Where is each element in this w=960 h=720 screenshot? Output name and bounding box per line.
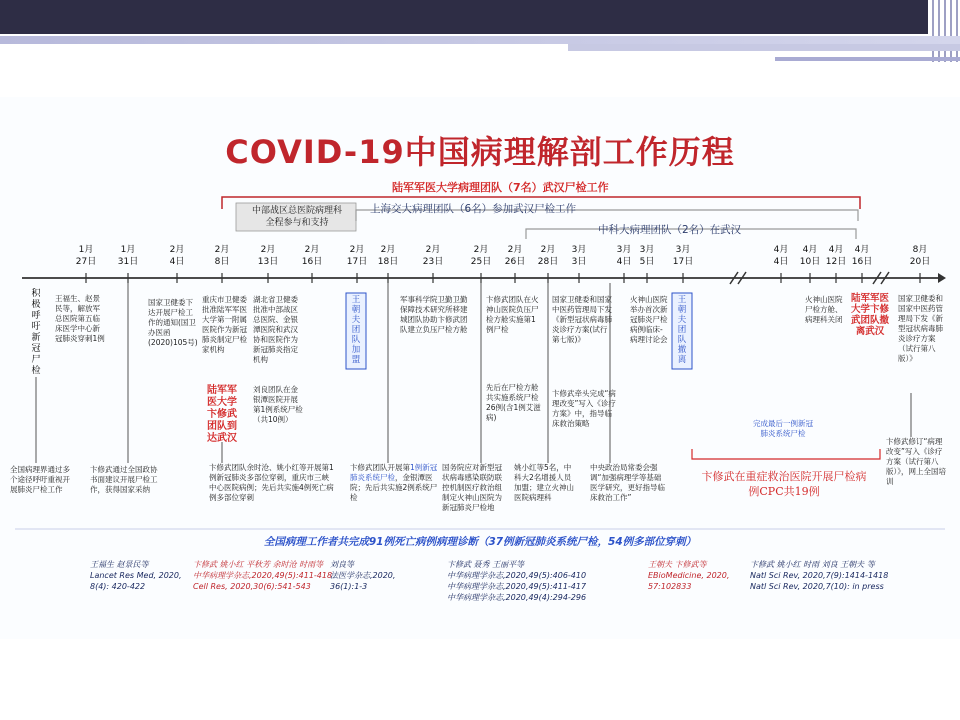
event-negative-pressure-cabin: 军事科学院卫勤卫勤保障技术研究所移建城团队协助卞修武团队建立负压尸检方舱: [400, 295, 468, 334]
timeline-date-day: 4日: [773, 257, 789, 267]
reference-authors: 王朝夫 卞修武等: [648, 560, 707, 569]
timeline-date-day: 16日: [851, 257, 873, 267]
reference-citation: Natl Sci Rev, 2020,7(10): in press: [750, 582, 884, 591]
timeline-date-day: 31日: [117, 257, 139, 267]
timeline-date-month: 2月: [425, 245, 441, 255]
event-liuliang-autopsy: 刘良团队在金银潭医院开展第1例系统尸检（共10例）: [253, 385, 303, 424]
reference-citation: 中华病理学杂志,2020,49(5):406-410: [447, 571, 587, 580]
timeline-date: [665, 244, 701, 268]
reference-authors: 卞修武 姚小红 时雨 刘良 王朝夫 等: [750, 560, 875, 569]
timeline-date-month: 8月: [912, 245, 928, 255]
timeline-date: [415, 244, 451, 268]
slide-corner-stripes: [928, 0, 960, 62]
event-cabin-26-cases: 先后在尸检方舱共实施系统尸检26例(含1例艾滋病): [486, 383, 541, 422]
reference-citation: 中华病理学杂志,2020,49(4):294-296: [447, 593, 587, 602]
timeline-date: [204, 244, 240, 268]
timeline-date-month: 4月: [773, 245, 789, 255]
event-first-cabin-autopsy: 卞修武团队在火神山医院负压尸检方舱实施第1例尸检: [486, 295, 539, 334]
timeline-date-day: 3日: [571, 257, 587, 267]
reference-item: [193, 559, 332, 592]
reference-item: [648, 559, 729, 592]
timeline-date: [110, 244, 146, 268]
timeline-date-month: 2月: [349, 245, 365, 255]
slide-accent-line: [775, 57, 960, 61]
event-wang-fusheng: 王福生、赵景民等，解放军总医院第五临床医学中心新冠肺炎穿刺1例: [55, 294, 105, 343]
event-guideline-v7: 国家卫健委和国家中医药管理局下发《新型冠状病毒肺炎诊疗方案(试行第七版)》: [552, 295, 612, 344]
event-state-council-designation: 国务院应对新型冠状病毒感染联防联控机制医疗救治组制定火神山医院为新冠肺炎尸检地: [442, 463, 502, 512]
timeline-date-day: 4日: [169, 257, 185, 267]
reference-citation: EBioMedicine, 2020,: [648, 571, 730, 580]
event-cppcc-proposal: 卞修武通过全国政协书面建议开展尸检工作，获得国家采纳: [90, 465, 158, 494]
timeline-arrow: [938, 273, 946, 283]
event-pathology-in-guideline: 卞修武牵头完成“病理改变”写入《诊疗方案》中，指导临床救治策略: [552, 389, 616, 428]
timeline-date-day: 23日: [422, 257, 444, 267]
reference-citation: 57:102833: [648, 582, 692, 591]
reference-authors: 刘良等: [330, 560, 354, 569]
timeline-date-month: 4月: [854, 245, 870, 255]
timeline-date-day: 28日: [537, 257, 559, 267]
timeline-date: [250, 244, 286, 268]
reference-authors: 卞修武 姚小红 平秋芳 余时沧 时雨等: [193, 560, 324, 569]
timeline-date-day: 13日: [257, 257, 279, 267]
event-cabin-closed: 火神山医院尸检方舱、病理科关闭: [805, 295, 843, 324]
timeline-date-month: 3月: [675, 245, 691, 255]
timeline-date: [844, 244, 880, 268]
timeline-date-day: 25日: [470, 257, 492, 267]
casc-team-label: 中科大病理团队（2名）在武汉: [598, 224, 742, 236]
reference-citation: Cell Res, 2020,30(6):541-543: [193, 582, 311, 591]
cpc-bracket: [692, 449, 880, 459]
timeline-date-day: 27日: [75, 257, 97, 267]
timeline-date: [159, 244, 195, 268]
event-first-needle-biopsy: 卞修武团队余时沧、姚小红等开展第1例新冠肺炎多部位穿刺，重庆市三峡中心医院病例；先后共实施4例死亡病例多部位穿刺: [209, 463, 334, 502]
timeline-date-month: 2月: [507, 245, 523, 255]
slide-accent-band-secondary: [568, 44, 960, 51]
timeline-date-month: 2月: [214, 245, 230, 255]
event-nhc-notice: 国家卫健委下达开展尸检工作的通知(国卫办医函(2020)105号): [148, 298, 198, 347]
reference-citation: 法医学杂志,2020,: [330, 571, 396, 580]
reference-citation: 中华病理学杂志,2020,49(5):411-417: [447, 582, 587, 591]
timeline-date-month: 3月: [571, 245, 587, 255]
timeline-date: [561, 244, 597, 268]
central-theater-label: 中部战区总医院病理科 全程参与和支持: [251, 206, 342, 228]
timeline-date-day: 8日: [214, 257, 230, 267]
event-army-arrive-wuhan: 陆军军医大学卞修武团队到达武汉: [207, 385, 237, 444]
timeline-date-month: 2月: [169, 245, 185, 255]
poster-title: COVID-19中国病理解剖工作历程: [225, 133, 735, 171]
timeline-date-month: 1月: [78, 245, 94, 255]
timeline-date-day: 10日: [799, 257, 821, 267]
reference-item: [90, 559, 182, 592]
timeline-date-day: 18日: [377, 257, 399, 267]
event-reinforcement-arrive: 姚小红等5名，中科大2名增援人员加盟；建立火神山医院病理科: [514, 463, 574, 502]
reference-citation: 36(1):1-3: [330, 582, 368, 591]
army-team-label: 陆军军医大学病理团队（7名）武汉尸检工作: [392, 181, 609, 194]
timeline-date: [902, 244, 938, 268]
timeline-date-month: 2月: [380, 245, 396, 255]
reference-citation: Lancet Res Med, 2020,: [90, 571, 182, 580]
timeline-date-month: 4月: [828, 245, 844, 255]
event-pathology-appeal: 全国病理界通过多个途径呼吁重视开展肺炎尸检工作: [10, 465, 70, 494]
timeline-date-day: 17日: [672, 257, 694, 267]
event-army-leave-wuhan: 陆军军医大学卞修武团队撤离武汉: [850, 293, 889, 337]
timeline-date-day: 4日: [616, 257, 632, 267]
timeline-date-month: 2月: [473, 245, 489, 255]
reference-citation: 8(4): 420-422: [90, 582, 146, 591]
timeline-date: [294, 244, 330, 268]
slide-top-bar: [0, 0, 928, 34]
reference-item: [330, 559, 395, 592]
shanghai-team-label: 上海交大病理团队（6名）参加武汉尸检工作: [370, 203, 577, 215]
timeline-poster: [0, 97, 960, 639]
timeline-date: [497, 244, 533, 268]
timeline-date: [463, 244, 499, 268]
timeline-date-day: 16日: [301, 257, 323, 267]
event-first-system-autopsy: 卞修武团队开展第1例新冠肺炎系统尸检，金银潭医院；先后共实施2例系统尸检: [350, 463, 438, 502]
event-autopsy-appeal: 积极呼吁新冠尸检: [31, 289, 41, 376]
timeline-date-day: 20日: [909, 257, 931, 267]
event-guideline-v8: 国家卫健委和国家中医药管理局下发《新型冠状病毒肺炎诊疗方案（试行第八版）》: [898, 294, 943, 363]
summary-91-cases: 全国病理工作者共完成91例死亡病例病理诊断（37例新冠肺炎系统尸检，54例多部位穿刺）: [263, 536, 697, 548]
timeline-date: [370, 244, 406, 268]
slide-accent-band: [0, 36, 960, 44]
reference-citation: 中华病理学杂志,2020,49(5):411-418: [193, 571, 333, 580]
event-politburo-emphasis: 中央政治局常委会强调“加强病理学等基础医学研究，更好指导临床救治工作”: [590, 463, 665, 502]
event-first-cpc-huoshenshan: 火神山医院举办首次新冠肺炎尸检病例临床-病理讨论会: [630, 295, 668, 344]
timeline-date-day: 26日: [504, 257, 526, 267]
event-wang-team-join: 王朝夫团队加盟: [351, 295, 361, 365]
reference-item: [750, 559, 888, 592]
reference-item: [447, 559, 586, 603]
event-last-autopsy: 完成最后一例新冠肺炎系统尸检: [753, 419, 813, 438]
timeline-date-month: 2月: [540, 245, 556, 255]
timeline-date-month: 3月: [616, 245, 632, 255]
timeline-date: [629, 244, 665, 268]
reference-authors: 王福生 赵景民等: [90, 560, 149, 569]
timeline-date-day: 17日: [346, 257, 368, 267]
event-guideline-v8-training: 卞修武修订“病理改变”写入《诊疗方案（试行第八版）》，网上全国培训: [886, 437, 946, 486]
event-chongqing-approval: 重庆市卫健委批准陆军军医大学第一附属医院作为新冠肺炎制定尸检家机构: [202, 295, 247, 354]
event-hubei-approval: 湖北省卫健委批准中部战区总医院、金银潭医院和武汉协和医院作为新冠肺炎指定机构: [253, 295, 298, 364]
timeline-date-month: 2月: [260, 245, 276, 255]
event-cpc-19-cases: 卞修武在重症救治医院开展尸检病例CPC共19例: [701, 470, 867, 498]
timeline-date-day: 5日: [639, 257, 655, 267]
timeline-date-month: 2月: [304, 245, 320, 255]
reference-citation: Natl Sci Rev, 2020,7(9):1414-1418: [750, 571, 889, 580]
timeline-date-month: 3月: [639, 245, 655, 255]
event-wang-team-leave: 王朝夫团队撤离: [677, 295, 687, 365]
timeline-date-month: 4月: [802, 245, 818, 255]
timeline-date: [68, 244, 104, 268]
timeline-date-month: 1月: [120, 245, 136, 255]
reference-authors: 卞修武 聂秀 王丽平等: [447, 560, 525, 569]
timeline-date-day: 12日: [825, 257, 847, 267]
